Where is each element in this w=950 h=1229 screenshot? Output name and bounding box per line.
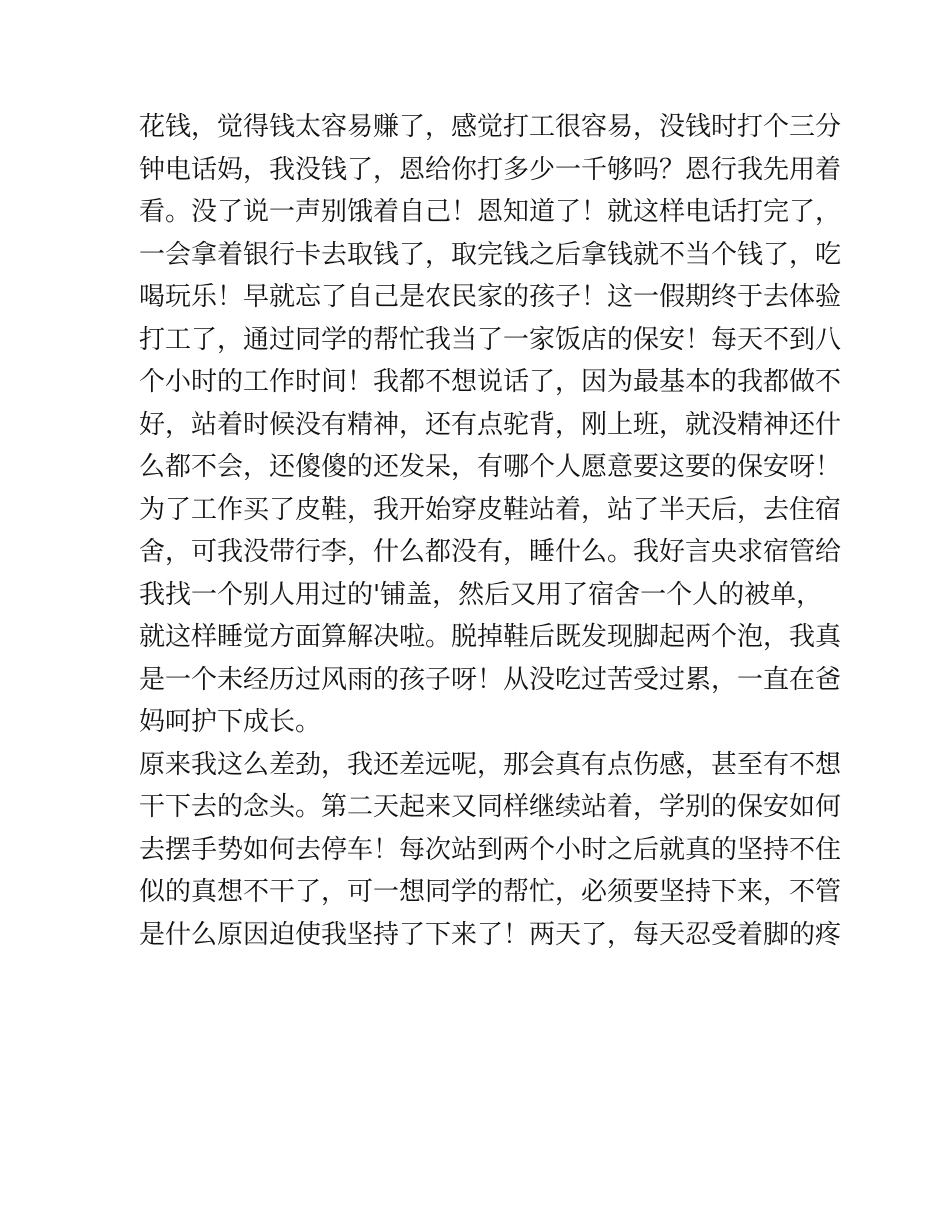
text-line: 干下去的念头。第二天起来又同样继续站着，学别的保安如何 [139,792,842,822]
text-line: 去摆手势如何去停车！每次站到两个小时之后就真的坚持不住 [139,834,842,865]
text-line: 一会拿着银行卡去取钱了，取完钱之后拿钱就不当个钱了，吃 [139,239,842,270]
text-line: 好，站着时候没有精神，还有点驼背，刚上班，就没精神还什 [139,409,842,440]
body-text [139,106,842,956]
text-line: 舍，可我没带行李，什么都没有，睡什么。我好言央求宿管给 [139,537,842,567]
text-line: 个小时的工作时间！我都不想说话了，因为最基本的我都做不 [139,367,842,397]
text-line: 打工了，通过同学的帮忙我当了一家饭店的保安！每天不到八 [139,324,842,355]
text-line: 就这样睡觉方面算解决啦。脱掉鞋后既发现脚起两个泡，我真 [139,622,842,652]
text-line: 喝玩乐！早就忘了自己是农民家的孩子！这一假期终于去体验 [139,282,842,312]
text-line: 原来我这么差劲，我还差远呢，那会真有点伤感，甚至有不想 [139,749,842,780]
text-line: 是一个未经历过风雨的孩子呀！从没吃过苦受过累，一直在爸 [139,664,842,695]
text-line: 花钱，觉得钱太容易赚了，感觉打工很容易，没钱时打个三分 [139,112,842,142]
text-line: 为了工作买了皮鞋，我开始穿皮鞋站着，站了半天后，去住宿 [139,494,842,525]
text-line: 似的真想不干了，可一想同学的帮忙，必须要坚持下来，不管 [139,877,842,907]
text-line: 我找一个别人用过的'铺盖，然后又用了宿舍一个人的被单， [139,579,823,610]
text-line: 么都不会，还傻傻的还发呆，有哪个人愿意要这要的保安呀！ [139,452,842,482]
text-line: 妈呵护下成长。 [139,707,322,737]
text-line: 看。没了说一声别饿着自己！恩知道了！就这样电话打完了， [139,197,842,227]
text-line: 钟电话妈，我没钱了，恩给你打多少一千够吗？恩行我先用着 [139,154,842,185]
text-line: 是什么原因迫使我坚持了下来了！两天了，每天忍受着脚的疼 [139,919,842,950]
